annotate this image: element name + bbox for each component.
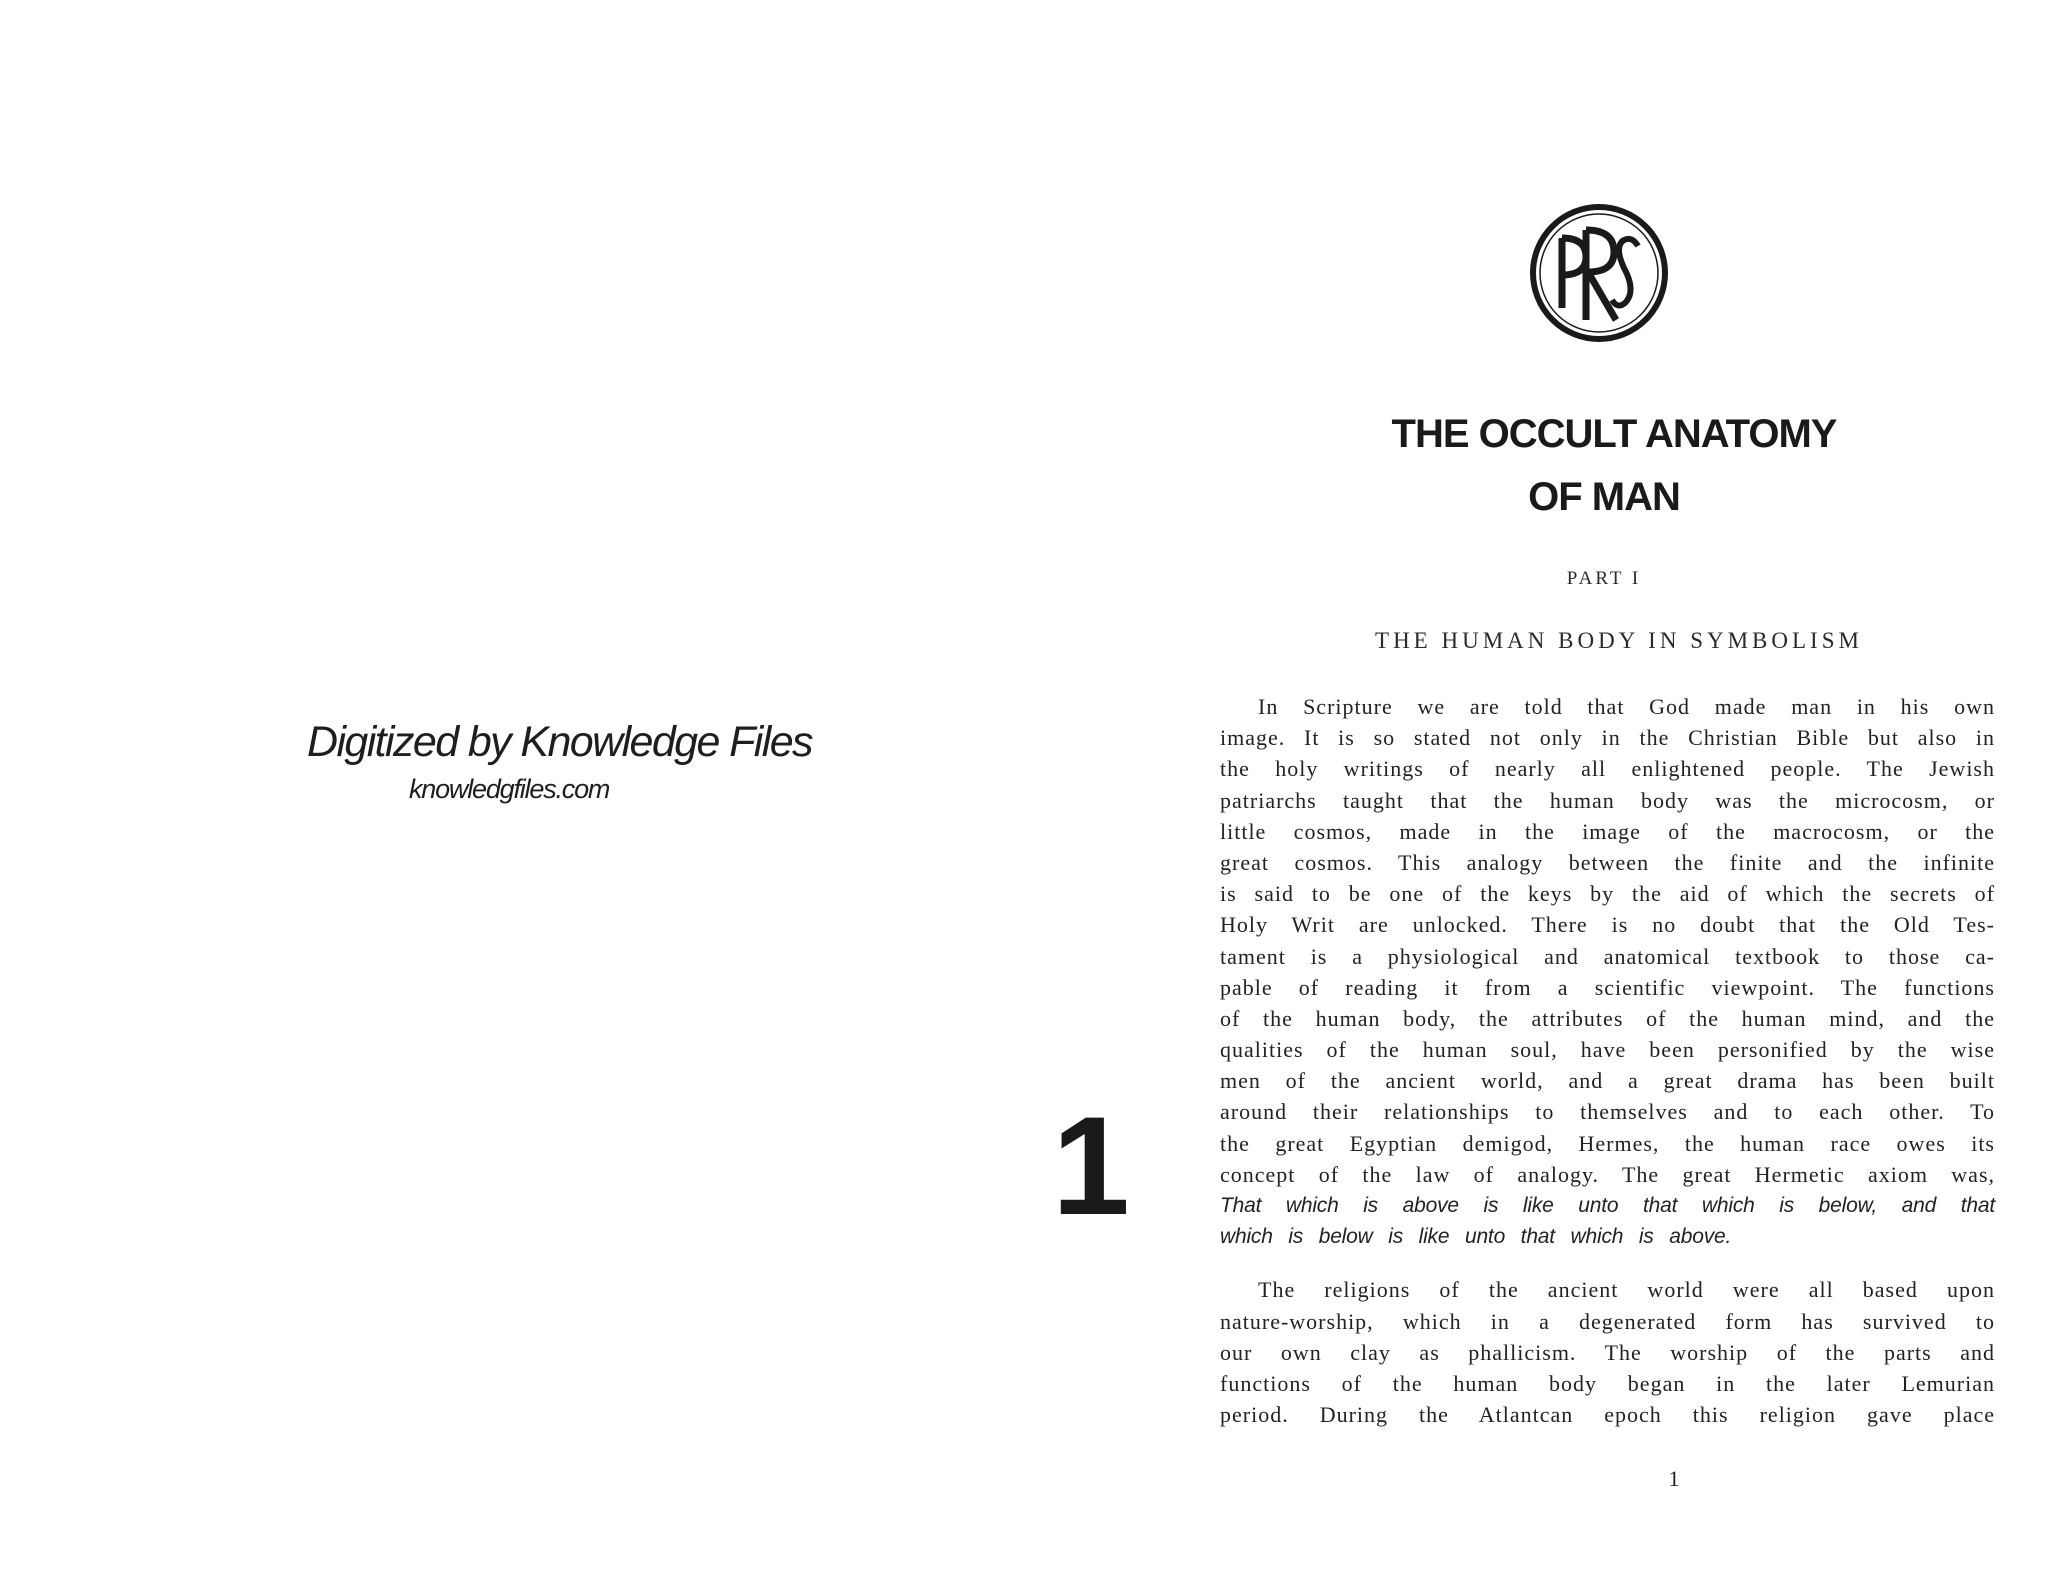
text-line: Holy Writ are unlocked. There is no doubt that the Old Tes- bbox=[1220, 912, 1995, 938]
text-line: great cosmos. This analogy between the finite and the infinite bbox=[1220, 849, 1995, 875]
text-line: concept of the law of analogy. The great Hermetic axiom was, bbox=[1220, 1161, 1995, 1187]
text-line: The religions of the ancient world were all based upon bbox=[1258, 1277, 1995, 1303]
text-line: image. It is so stated not only in the Christian Bible but also in bbox=[1220, 725, 1995, 751]
hermetic-axiom-quote bbox=[1220, 1190, 1995, 1252]
text-line: That which is above is like unto that which is below, and that bbox=[1220, 1194, 1995, 1217]
page-number: 1 bbox=[1668, 1466, 1680, 1491]
book-title-line-2: OF MAN bbox=[1528, 475, 1680, 519]
text-line: pable of reading it from a scientific viewpoint. The functions bbox=[1220, 974, 1995, 1000]
text-line: around their relationships to themselves and to each other. To bbox=[1220, 1099, 1995, 1125]
text-line: men of the ancient world, and a great drama has been built bbox=[1220, 1068, 1995, 1094]
text-line: the great Egyptian demigod, Hermes, the human race owes its bbox=[1220, 1130, 1995, 1156]
body-text bbox=[1220, 691, 1995, 1430]
book-title-line-1: THE OCCULT ANATOMY bbox=[1391, 412, 1837, 456]
text-line: tament is a physiological and anatomical textbook to those ca- bbox=[1220, 943, 1995, 969]
text-line: which is below is like unto that which is above. bbox=[1220, 1225, 1732, 1249]
website-text: knowledgfiles.com bbox=[409, 774, 610, 804]
text-line: period. During the Atlantcan epoch this religion gave place bbox=[1220, 1402, 1995, 1428]
paragraph-1 bbox=[1220, 691, 1995, 1190]
paragraph-2 bbox=[1220, 1274, 1995, 1430]
chapter-subtitle: THE HUMAN BODY IN SYMBOLISM bbox=[1375, 628, 1863, 653]
right-page bbox=[1160, 0, 2048, 1582]
text-line: is said to be one of the keys by the aid of which the secrets of bbox=[1220, 881, 1995, 907]
part-heading: PART I bbox=[1566, 568, 1642, 589]
text-line: the holy writings of nearly all enlightened people. The Jewish bbox=[1220, 756, 1995, 782]
text-line: of the human body, the attributes of the human mind, and the bbox=[1220, 1005, 1995, 1031]
chapter-number: 1 bbox=[1052, 1087, 1130, 1244]
text-line: little cosmos, made in the image of the macrocosm, or the bbox=[1220, 818, 1995, 844]
prs-monogram-seal-icon bbox=[1528, 202, 1670, 344]
text-line: patriarchs taught that the human body was the microcosm, or bbox=[1220, 787, 1995, 813]
text-line: qualities of the human soul, have been personified by the wise bbox=[1220, 1037, 1995, 1063]
digitized-by-notice: Digitized by Knowledge Files bbox=[307, 718, 812, 766]
text-line: nature-worship, which in a degenerated form has survived to bbox=[1220, 1308, 1995, 1334]
text-line: our own clay as phallicism. The worship of the parts and bbox=[1220, 1339, 1995, 1365]
text-line: In Scripture we are told that God made man in his own bbox=[1258, 694, 1995, 719]
text-line: functions of the human body began in the later Lemurian bbox=[1220, 1370, 1995, 1396]
